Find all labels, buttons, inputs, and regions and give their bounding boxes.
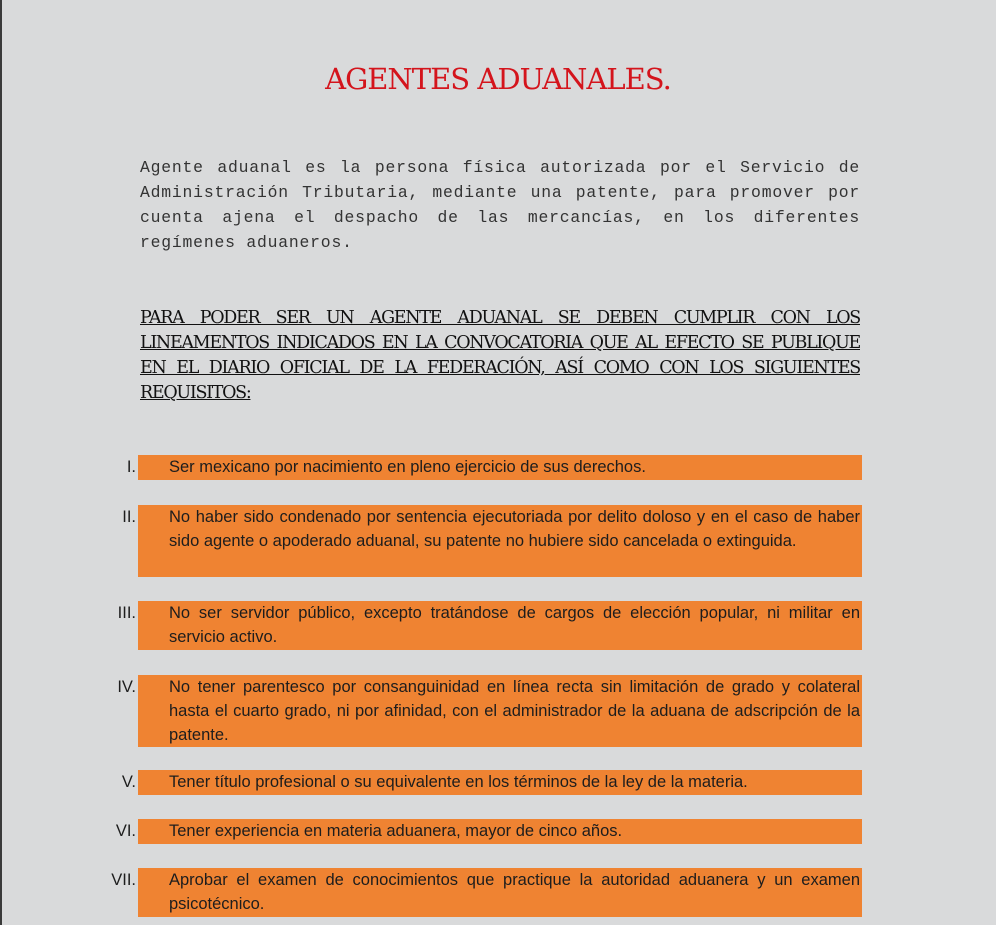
requirement-box: [138, 770, 862, 795]
requirement-text: No haber sido condenado por sentencia ejecutoriada por delito doloso y en el caso de haber sido agente o apoderado aduanal, su patente no hubiere sido cancelada o extinguida.: [169, 508, 860, 550]
requirement-text: Ser mexicano por nacimiento en pleno ejercicio de sus derechos.: [169, 458, 646, 476]
requirement-text: Tener título profesional o su equivalente en los términos de la ley de la materia.: [169, 773, 748, 791]
requirement-box: [138, 505, 862, 577]
page-edge: [0, 0, 2, 925]
requirement-number: II.: [122, 508, 136, 526]
requirement-number: V.: [121, 773, 136, 791]
requirement-text: No ser servidor público, excepto tratándose de cargos de elección popular, ni militar en servicio activo.: [169, 604, 860, 646]
requirement-text: Tener experiencia en materia aduanera, mayor de cinco años.: [169, 822, 623, 840]
requirements-heading: PARA PODER SER UN AGENTE ADUANAL SE DEBEN CUMPLIR CON LOS LINEAMENTOS INDICADOS EN LA CONVOCATORIA QUE AL EFECTO SE PUBLIQUE EN EL DIARIO OFICIAL DE LA FEDERACIÓN, ASÍ COMO CON LOS SIGUIENTES REQUISITOS:: [140, 308, 860, 403]
intro-paragraph: Agente aduanal es la persona física autorizada por el Servicio de Administración Tributaria, mediante una patente, para promover por cuenta ajena el despacho de las mercancías, en los diferentes regímenes aduaneros.: [140, 158, 860, 252]
requirement-number: VII.: [111, 871, 136, 889]
page-title: AGENTES ADUANALES.: [325, 62, 671, 96]
requirement-box: [138, 455, 862, 480]
requirement-number: VI.: [115, 822, 136, 840]
requirement-number: I.: [126, 458, 136, 476]
requirement-box: [138, 675, 862, 747]
requirement-box: [138, 819, 862, 844]
requirement-box: [138, 868, 862, 917]
requirement-box: [138, 601, 862, 650]
requirement-number: III.: [117, 604, 136, 622]
requirement-number: IV.: [117, 678, 136, 696]
requirement-text: No tener parentesco por consanguinidad en línea recta sin limitación de grado y colateral hasta el cuarto grado, ni por afinidad, con el administrador de la aduana de adscripción de la patente.: [169, 678, 860, 744]
requirement-text: Aprobar el examen de conocimientos que practique la autoridad aduanera y un examen psicotécnico.: [169, 871, 860, 913]
